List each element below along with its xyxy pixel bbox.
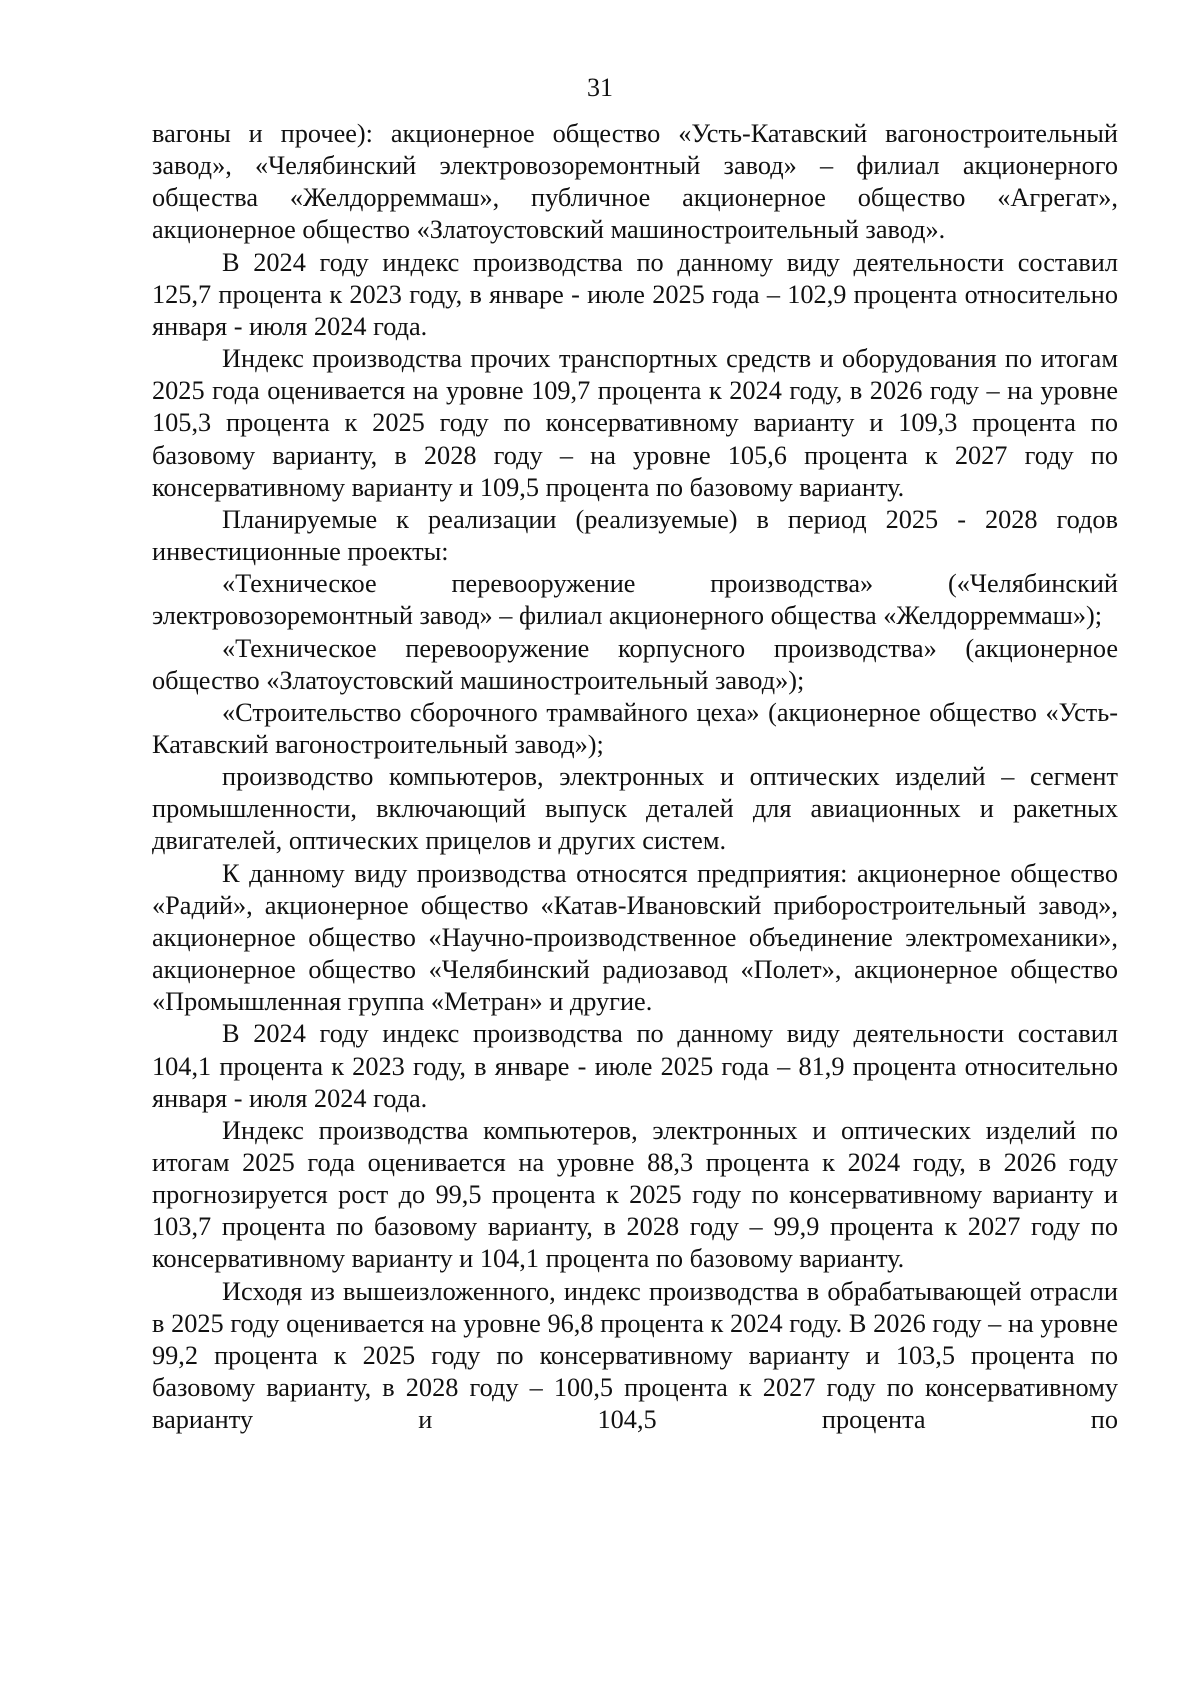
paragraph-continuation: вагоны и прочее): акционерное общество «Усть-Катавский вагоностроительный завод», «Челябинский электровозоремонтный завод» – филиал акционерного общества «Желдорреммаш», публичное акционерное общество «Агрегат», акционерное общество «Златоустовский машиностроительный завод». (152, 119, 1118, 245)
paragraph-transport-forecast: Индекс производства прочих транспортных средств и оборудования по итогам 2025 года оценивается на уровне 109,7 процента к 2024 году, в 2026 году – на уровне 105,3 процента к 2025 году по консервативному варианту и 109,3 процента по базовому варианту, в 2028 году – на уровне 105,6 процента к 2027 году по консервативному варианту и 109,5 процента по базовому варианту. (152, 344, 1118, 502)
paragraph-electronics-segment: производство компьютеров, электронных и оптических изделий – сегмент промышленности, включающий выпуск деталей для авиационных и ракетных двигателей, оптических прицелов и других систем. (152, 762, 1118, 856)
list-item-project-zheldorremmash: «Техническое перевооружение производства» («Челябинский электровозоремонтный завод» – филиал акционерного общества «Желдорреммаш»); (152, 569, 1118, 631)
paragraph-electronics-index-2024: В 2024 году индекс производства по данному виду деятельности составил 104,1 процента к 2023 году, в январе - июле 2025 года – 81,9 процента относительно января - июля 2024 года. (152, 1019, 1118, 1113)
document-body (152, 118, 1118, 1436)
page-number: 31 (587, 73, 613, 102)
paragraph-electronics-enterprises: К данному виду производства относятся предприятия: акционерное общество «Радий», акционерное общество «Катав-Ивановский приборостроительный завод», акционерное общество «Научно-производственное объединение электромеханики», акционерное общество «Челябинский радиозавод «Полет», акционерное общество «Промышленная группа «Метран» и другие. (152, 858, 1118, 1017)
paragraph-transport-index-2024: В 2024 году индекс производства по данному виду деятельности составил 125,7 процента к 2023 году, в январе - июле 2025 года – 102,9 процента относительно января - июля 2024 года. (152, 247, 1118, 341)
paragraph-electronics-forecast: Индекс производства компьютеров, электронных и оптических изделий по итогам 2025 года оценивается на уровне 88,3 процента к 2024 году, в 2026 году прогнозируется рост до 99,5 процента к 2025 году по консервативному варианту и 103,7 процента по базовому варианту, в 2028 году – 99,9 процента к 2027 году по консервативному варианту и 104,1 процента по базовому варианту. (152, 1115, 1118, 1274)
paragraph-manufacturing-summary: Исходя из вышеизложенного, индекс производства в обрабатывающей отрасли в 2025 году оценивается на уровне 96,8 процента к 2024 году. В 2026 году – на уровне 99,2 процента к 2025 году по консервативному варианту и 103,5 процента по базовому варианту, в 2028 году – 100,5 процента к 2027 году по консервативному варианту и 104,5 процента по (152, 1276, 1118, 1435)
list-item-project-zlatoust: «Техническое перевооружение корпусного производства» (акционерное общество «Златоустовский машиностроительный завод»); (152, 633, 1118, 695)
paragraph-investment-projects-intro: Планируемые к реализации (реализуемые) в период 2025 - 2028 годов инвестиционные проекты: (152, 504, 1118, 567)
list-item-project-ust-katav: «Строительство сборочного трамвайного цеха» (акционерное общество «Усть-Катавский вагоностроительный завод»); (152, 697, 1118, 759)
